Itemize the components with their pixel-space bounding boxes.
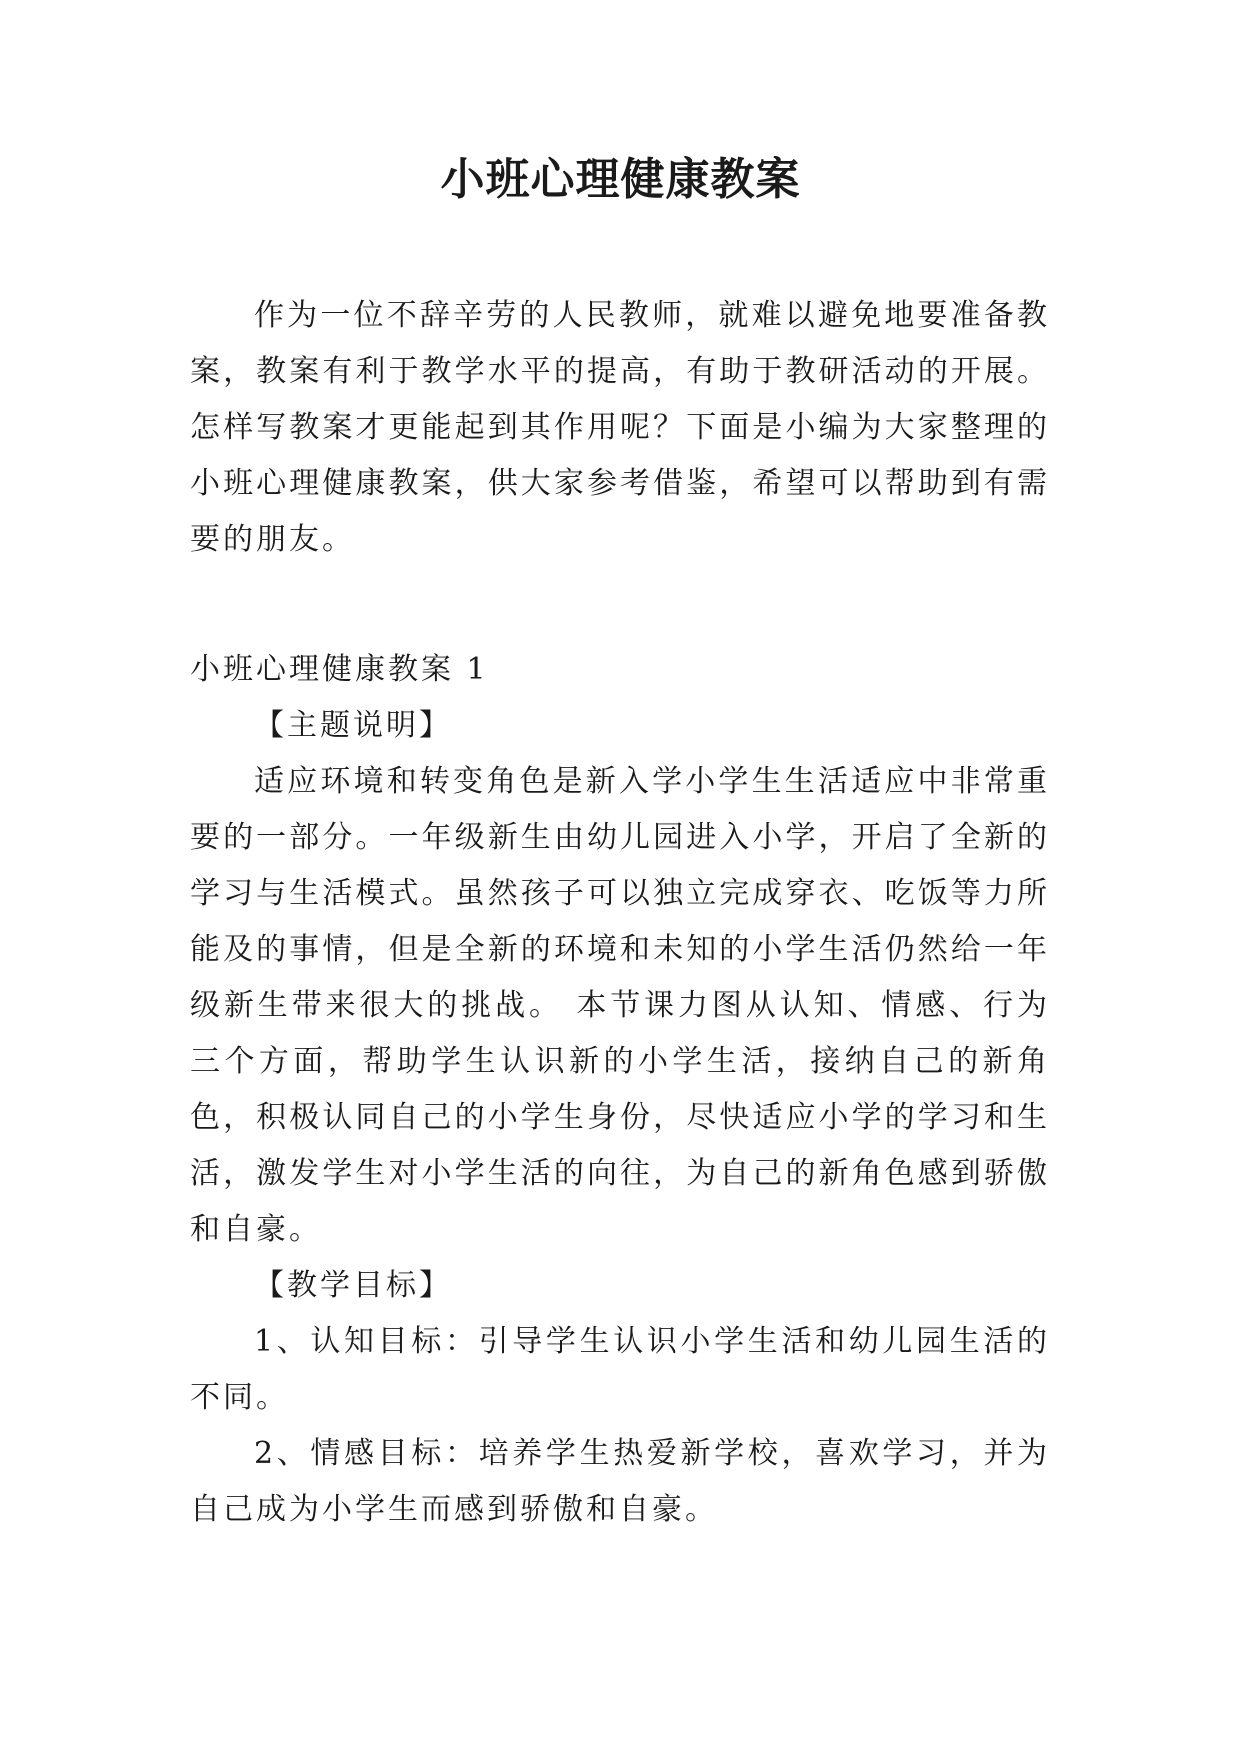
goal-item-1: 1、认知目标：引导学生认识小学生活和幼儿园生活的不同。 (190, 1324, 1050, 1415)
goal-item-2: 2、情感目标：培养学生热爱新学校，喜欢学习，并为自己成为小学生而感到骄傲和自豪。 (190, 1436, 1050, 1527)
intro-paragraph: 作为一位不辞辛劳的人民教师，就难以避免地要准备教案，教案有利于教学水平的提高，有助于教研活动的开展。怎样写教案才更能起到其作用呢？下面是小编为大家整理的小班心理健康教案，供大家参考借鉴，希望可以帮助到有需要的朋友。 (190, 298, 1050, 557)
theme-paragraph: 适应环境和转变角色是新入学小学生生活适应中非常重要的一部分。一年级新生由幼儿园进入小学，开启了全新的学习与生活模式。虽然孩子可以独立完成穿衣、吃饭等力所能及的事情，但是全新的环境和未知的小学生活仍然给一年级新生带来很大的挑战。 本节课力图从认知、情感、行为三个方面，帮助学生认识新的小学生活，接纳自己的新角色，积极认同自己的小学生身份，尽快适应小学的学习和生活，激发学生对小学生活的向往，为自己的新角色感到骄傲和自豪。 (190, 764, 1050, 1247)
theme-heading: 【主题说明】 (254, 708, 452, 743)
section-title: 小班心理健康教案 1 (190, 652, 489, 687)
document-title: 小班心理健康教案 (440, 154, 801, 205)
goals-heading: 【教学目标】 (254, 1268, 452, 1303)
document-body (190, 288, 1050, 1538)
